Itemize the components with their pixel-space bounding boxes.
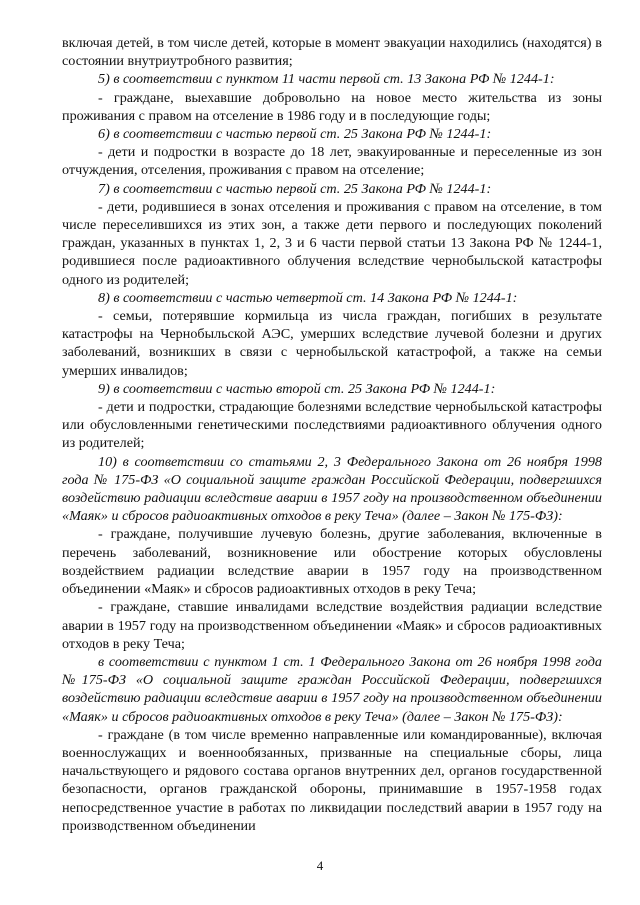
paragraph-item: - дети и подростки, страдающие болезнями вследствие чернобыльской катастрофы или обусловленными генетическими последствиями радиоактивного облучения одного из родителей; [62,399,602,452]
paragraph-heading-8: 8) в соответствии с частью четвертой ст. 14 Закона РФ № 1244-1: [98,289,518,306]
paragraph-continuation: включая детей, в том числе детей, которые в момент эвакуации находились (находятся) в состоянии внутриутробного развития; [62,35,602,70]
paragraph-heading-10: 10) в соответствии со статьями 2, 3 Федерального Закона от 26 ноября 1998 года № 175-ФЗ «О социальной защите граждан Российской Федерации, подвергшихся воздействию радиации вследствие аварии в 1957 году на производственном объединении «Маяк» и сбросов радиоактивных отходов в реку Теча» (далее – Закон № 175-ФЗ): [62,453,602,525]
paragraph-item: - граждане, получившие лучевую болезнь, другие заболевания, включенные в перечень заболеваний, возникновение или обострение которых обусловлены воздействием радиации вследствие аварии в 1957 году на производственном объединении «Маяк» и сбросов радиоактивных отходов в реку Теча; [62,526,602,598]
paragraph-heading-6: 6) в соответствии с частью первой ст. 25 Закона РФ № 1244-1: [98,126,492,143]
paragraph-item: - граждане, выехавшие добровольно на новое место жительства из зоны проживания с правом на отселение в 1986 году и в последующие годы; [62,89,602,124]
paragraph-heading-law-175: в соответствии с пунктом 1 ст. 1 Федерального Закона от 26 ноября 1998 года №175-ФЗ «О социальной защите граждан Российской Федерации, подвергшихся воздействию радиации вследствие аварии в 1957 году на производственном объединении «Маяк» и сбросов радиоактивных отходов в реку Теча» (далее – Закон № 175-ФЗ): [62,653,602,725]
paragraph-heading-5: 5) в соответствии с пунктом 11 части первой ст. 13 Закона РФ № 1244-1: [98,71,555,88]
paragraph-heading-7: 7) в соответствии с частью первой ст. 25 Закона РФ № 1244-1: [98,180,492,197]
page-number: 4 [316,858,324,873]
paragraph-item: - граждане, ставшие инвалидами вследствие воздействия радиации вследствие аварии в 1957 году на производственном объединении «Маяк» и сбросов радиоактивных отходов в реку Теча; [62,599,602,652]
paragraph-item: - семьи, потерявшие кормильца из числа граждан, погибших в результате катастрофы на Чернобыльской АЭС, умерших вследствие лучевой болезни и других заболеваний, возникших в связи с чернобыльской катастрофой, а также на семьи умерших инвалидов; [62,308,602,379]
paragraph-item: - граждане (в том числе временно направленные или командированные), включая военнослужащих и военнообязанных, призванные на специальные сборы, лица начальствующего и рядового состава органов внутренних дел, органов государственной безопасности, органов гражданской обороны, принимавшие в 1957-1958 годах непосредственное участие в работах по ликвидации последствий аварии в 1957 году на производственном объединении [62,726,602,834]
document-body [62,34,602,835]
paragraph-item: - дети, родившиеся в зонах отселения и проживания с правом на отселение, в том числе переселившихся из этих зон, а также дети первого и последующих поколений граждан, указанных в пунктах 1, 2, 3 и 6 части первой статьи 13 Закона РФ № 1244-1, родившиеся после радиоактивного облучения вследствие чернобыльской катастрофы одного из родителей; [62,198,602,288]
paragraph-heading-9: 9) в соответствии с частью второй ст. 25 Закона РФ № 1244-1: [98,380,496,397]
paragraph-item: - дети и подростки в возрасте до 18 лет, эвакуированные и переселенные из зон отчуждения, отселения, проживания с правом на отселение; [62,144,602,179]
